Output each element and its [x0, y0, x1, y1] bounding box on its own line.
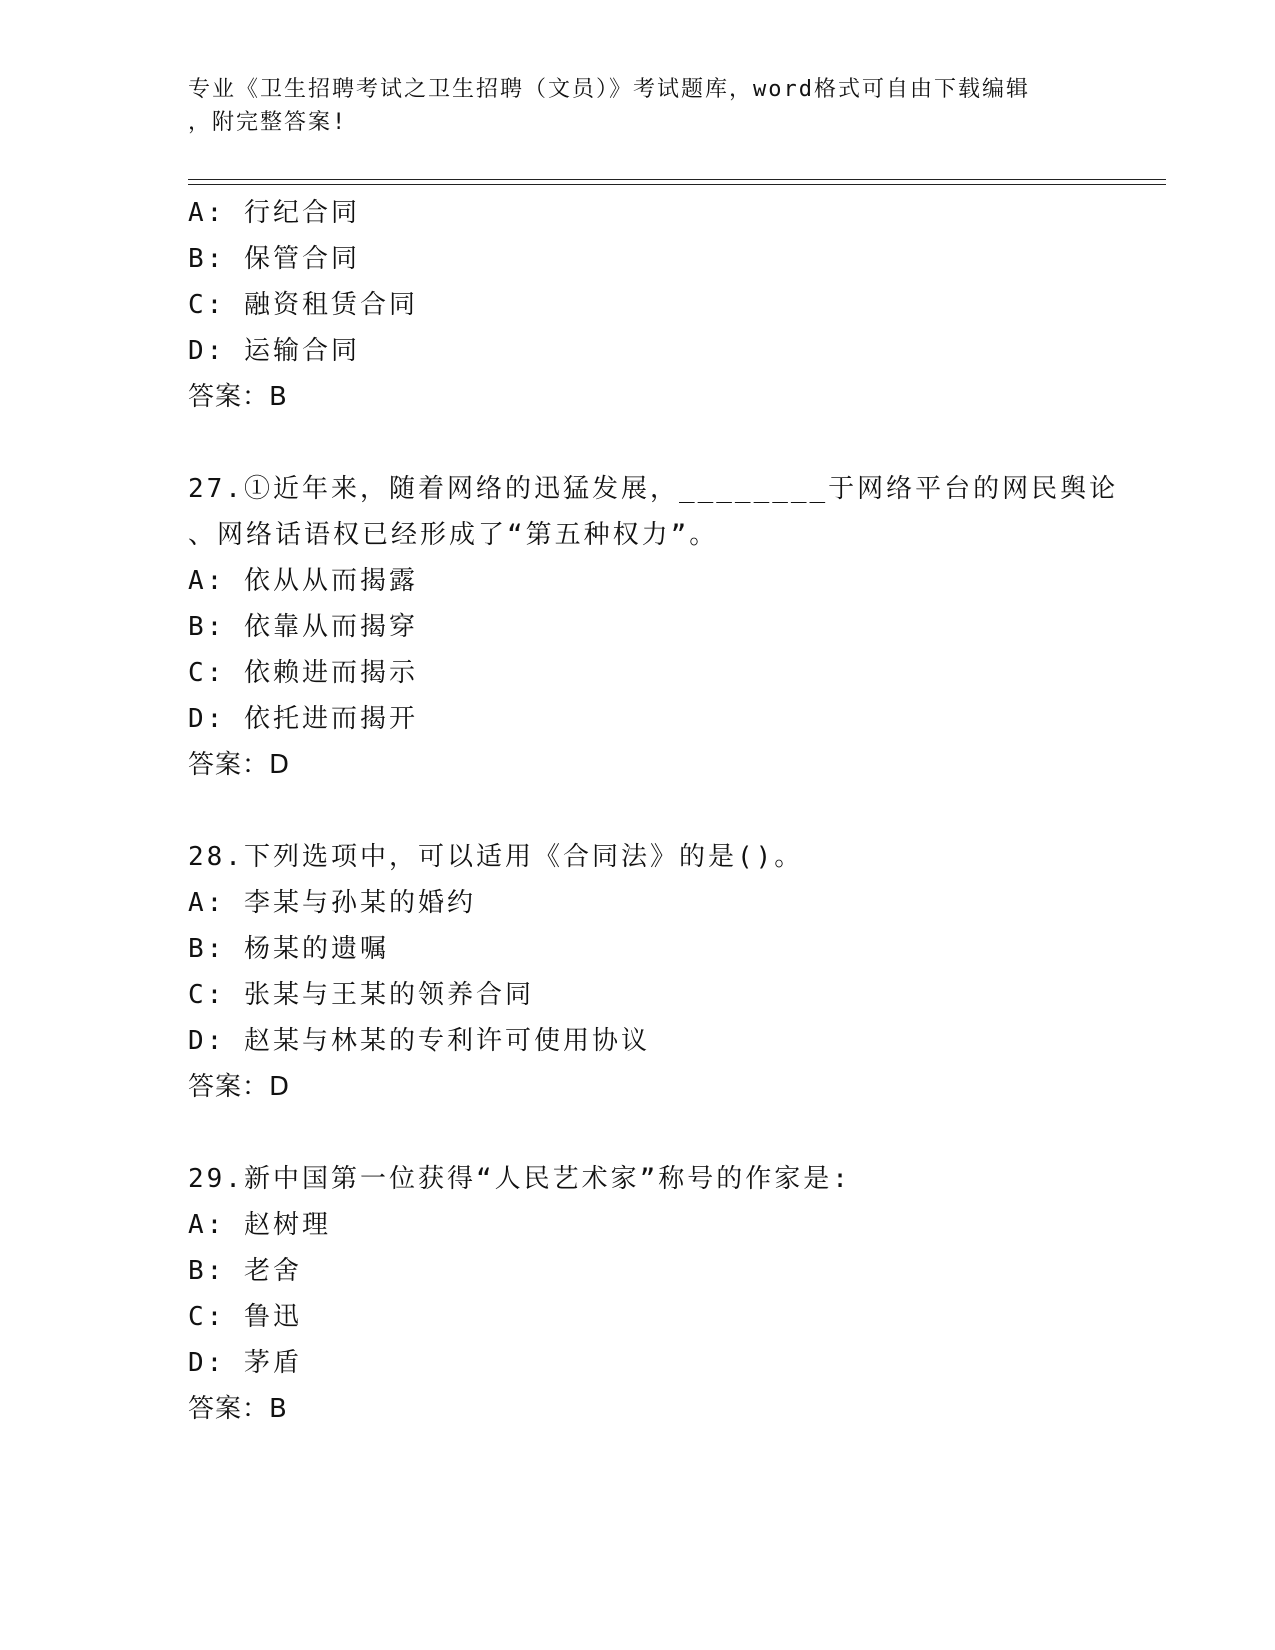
option-b: B: 杨某的遗嘱 [188, 934, 389, 964]
question-stem-line1: 27.①近年来，随着网络的迅猛发展，________于网络平台的网民舆论 [188, 474, 1119, 504]
question-stem-line1: 28.下列选项中，可以适用《合同法》的是()。 [188, 842, 804, 872]
question-29 [188, 1156, 1088, 1432]
option-b: B: 依靠从而揭穿 [188, 612, 418, 642]
option-a: A: 赵树理 [188, 1210, 331, 1240]
question-27 [188, 466, 1119, 788]
question-28 [188, 834, 1088, 1110]
option-c: C: 张某与王某的领养合同 [188, 980, 534, 1010]
question-list [188, 190, 1119, 1478]
answer: 答案：B [188, 382, 288, 412]
option-d: D: 运输合同 [188, 336, 360, 366]
header-rule-top [188, 179, 1166, 180]
header-title-line1: 专业《卫生招聘考试之卫生招聘（文员）》考试题库，word格式可自由下载编辑 [188, 77, 1030, 102]
answer: 答案：D [188, 1072, 291, 1102]
option-d: D: 茅盾 [188, 1348, 302, 1378]
question-stem-line1: 29.新中国第一位获得“人民艺术家”称号的作家是: [188, 1164, 851, 1194]
option-b: B: 老舍 [188, 1256, 302, 1286]
question-26-remainder [188, 190, 1088, 420]
header-title-line2: ，附完整答案! [188, 110, 348, 135]
document-header [188, 73, 1068, 139]
question-stem-line2: 、网络话语权已经形成了“第五种权力”。 [188, 520, 719, 550]
answer: 答案：B [188, 1394, 288, 1424]
option-c: C: 融资租赁合同 [188, 290, 418, 320]
option-a: A: 依从从而揭露 [188, 566, 418, 596]
header-rule-bottom [188, 184, 1166, 185]
option-c: C: 依赖进而揭示 [188, 658, 418, 688]
option-d: D: 赵某与林某的专利许可使用协议 [188, 1026, 650, 1056]
option-c: C: 鲁迅 [188, 1302, 302, 1332]
answer: 答案：D [188, 750, 291, 780]
option-a: A: 行纪合同 [188, 198, 360, 228]
option-b: B: 保管合同 [188, 244, 360, 274]
option-a: A: 李某与孙某的婚约 [188, 888, 476, 918]
option-d: D: 依托进而揭开 [188, 704, 418, 734]
